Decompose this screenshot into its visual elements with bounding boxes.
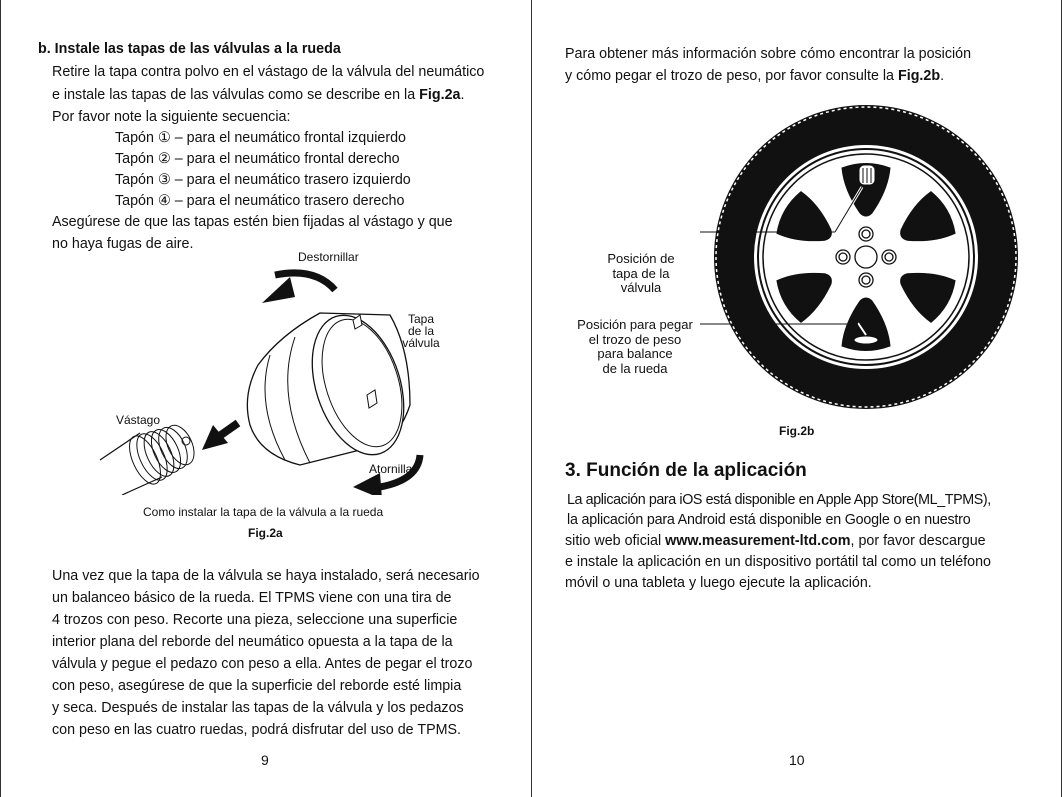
label-stem: Vástago xyxy=(116,413,161,427)
app-line xyxy=(565,532,986,550)
sequence-item: Tapón ① – para el neumático frontal izquierdo xyxy=(115,130,406,146)
website-link[interactable]: www.measurement-ltd.com xyxy=(665,533,851,549)
body-line: con peso, asegúrese de que la superficie del reborde esté limpia xyxy=(52,678,462,694)
app-line: e instale la aplicación en un dispositivo portátil tal como un teléfono xyxy=(565,554,991,570)
body-line: 4 trozos con peso. Recorte una pieza, seleccione una superficie xyxy=(52,612,458,628)
intro-line: Retire la tapa contra polvo en el vástago de la válvula del neumático xyxy=(52,64,485,80)
body-line: Una vez que la tapa de la válvula se haya instalado, será necesario xyxy=(52,568,480,584)
note-line: Asegúrese de que las tapas estén bien fijadas al vástago y que xyxy=(52,214,453,230)
page-number: 10 xyxy=(789,752,805,768)
app-line: móvil o una tableta y luego ejecute la aplicación. xyxy=(565,575,872,591)
body-line: válvula y pegue el pedazo con peso a ella. Antes de pegar el trozo xyxy=(52,656,473,672)
intro-line: e instale las tapas de las válvulas como se describe en la Fig.2a. xyxy=(52,87,465,103)
label-line: para balance xyxy=(597,346,673,361)
label-line: Posición para pegar xyxy=(577,317,693,332)
page-number: 9 xyxy=(261,752,269,768)
body-line: un balanceo básico de la rueda. El TPMS viene con una tira de xyxy=(52,590,452,606)
label-cap-line: Tapa xyxy=(407,312,435,326)
label-line: tapa de la xyxy=(612,265,670,281)
label-cap-line: de la xyxy=(407,324,435,338)
sequence-item: Tapón ③ – para el neumático trasero izquierdo xyxy=(115,172,411,188)
label-cap-line: válvula xyxy=(402,336,440,350)
figure-label: Fig.2b xyxy=(779,424,815,438)
app-line: la aplicación para Android está disponible en Google o en nuestro xyxy=(567,512,971,528)
section-title: 3. Función de la aplicación xyxy=(565,460,807,481)
label-screw: Atornillar xyxy=(369,462,417,476)
label-weight-position xyxy=(575,318,695,376)
fig-reference: Fig.2a xyxy=(419,87,461,103)
fig-reference: Fig.2b xyxy=(897,68,941,84)
intro-text: e instale las tapas de las válvulas como se describe en la xyxy=(52,87,420,103)
figure-label: Fig.2a xyxy=(248,526,283,540)
wheel-illustration xyxy=(700,95,1030,425)
body-line: interior plana del reborde del neumático opuesta a la tapa de la xyxy=(52,634,453,650)
app-line: La aplicación para iOS está disponible en Apple App Store(ML_TPMS), xyxy=(567,492,991,508)
label-line: el trozo de peso xyxy=(588,331,682,347)
intro-line: Para obtener más información sobre cómo encontrar la posición xyxy=(565,46,972,62)
label-valve-position xyxy=(596,252,686,296)
label-unscrew: Destornillar xyxy=(298,250,359,264)
valve-cap-icon xyxy=(859,165,875,185)
app-text: sitio web oficial xyxy=(565,533,666,549)
intro-line: Por favor note la siguiente secuencia: xyxy=(52,109,291,125)
page-divider xyxy=(531,0,532,797)
body-line: y seca. Después de instalar las tapas de la válvula y los pedazos xyxy=(52,700,464,716)
figure-caption: Como instalar la tapa de la válvula a la rueda xyxy=(143,505,384,519)
sequence-item: Tapón ② – para el neumático frontal derecho xyxy=(115,151,400,167)
intro-line: y cómo pegar el trozo de peso, por favor consulte la Fig.2b. xyxy=(565,68,945,84)
page-border-left xyxy=(0,0,1,797)
label-cap xyxy=(396,313,446,349)
valve-cap-illustration xyxy=(90,255,440,495)
sequence-item: Tapón ④ – para el neumático trasero derecho xyxy=(115,193,405,209)
note-line: no haya fugas de aire. xyxy=(52,236,194,252)
label-line: de la rueda xyxy=(602,360,668,376)
intro-text: y cómo pegar el trozo de peso, por favor consulte la xyxy=(565,68,898,84)
valve-stem-icon xyxy=(123,421,200,489)
body-line: con peso en las cuatro ruedas, podrá disfrutar del uso de TPMS. xyxy=(52,722,462,738)
app-text: , por favor descargue xyxy=(850,533,986,549)
section-heading: b. Instale las tapas de las válvulas a la rueda xyxy=(38,41,341,57)
label-line: Posición de xyxy=(607,251,675,266)
label-line: válvula xyxy=(620,280,662,295)
